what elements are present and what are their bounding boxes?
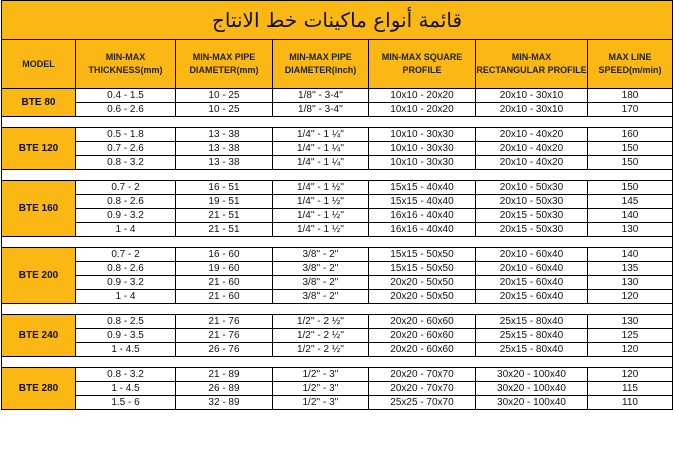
cell-pipe-diameter-inch: 1/4'' - 1 ¼'' — [273, 142, 369, 156]
cell-square-profile: 16x16 - 40x40 — [369, 223, 476, 237]
group-spacer — [2, 170, 673, 181]
table-row — [2, 315, 673, 329]
column-header-line: MIN-MAX — [105, 52, 146, 62]
cell-rectangular-profile: 20x15 - 50x30 — [476, 223, 588, 237]
cell-rectangular-profile: 20x10 - 50x30 — [476, 195, 588, 209]
table-row — [2, 142, 673, 156]
table-row — [2, 209, 673, 223]
cell-max-line-speed: 130 — [588, 315, 673, 329]
table-row — [2, 195, 673, 209]
table-row — [2, 89, 673, 103]
cell-max-line-speed: 140 — [588, 209, 673, 223]
cell-pipe-diameter-mm: 10 - 25 — [176, 103, 273, 117]
cell-pipe-diameter-inch: 3/8'' - 2'' — [273, 262, 369, 276]
cell-square-profile: 20x20 - 50x50 — [369, 276, 476, 290]
cell-square-profile: 10x10 - 30x30 — [369, 142, 476, 156]
cell-thickness: 0.9 - 3.5 — [76, 329, 176, 343]
cell-pipe-diameter-inch: 1/8'' - 3-4'' — [273, 103, 369, 117]
table-row — [2, 368, 673, 382]
cell-max-line-speed: 130 — [588, 223, 673, 237]
cell-rectangular-profile: 30x20 - 100x40 — [476, 382, 588, 396]
cell-max-line-speed: 140 — [588, 248, 673, 262]
cell-thickness: 0.7 - 2 — [76, 181, 176, 195]
column-header-line: THICKNESS(mm) — [88, 65, 163, 75]
cell-max-line-speed: 135 — [588, 262, 673, 276]
group-spacer — [2, 117, 673, 128]
cell-thickness: 0.7 - 2 — [76, 248, 176, 262]
cell-pipe-diameter-inch: 1/2'' - 2 ½'' — [273, 343, 369, 357]
table-title: قائمة أنواع ماكينات خط الانتاج — [2, 1, 673, 40]
cell-square-profile: 20x20 - 60x60 — [369, 329, 476, 343]
cell-pipe-diameter-inch: 1/2'' - 3'' — [273, 396, 369, 410]
cell-pipe-diameter-mm: 26 - 89 — [176, 382, 273, 396]
cell-thickness: 0.8 - 2.5 — [76, 315, 176, 329]
cell-square-profile: 10x10 - 20x20 — [369, 89, 476, 103]
cell-rectangular-profile: 30x20 - 100x40 — [476, 396, 588, 410]
column-header-pipe-diameter-inch — [273, 40, 369, 89]
cell-rectangular-profile: 20x10 - 40x20 — [476, 142, 588, 156]
cell-pipe-diameter-mm: 21 - 60 — [176, 276, 273, 290]
cell-rectangular-profile: 20x10 - 50x30 — [476, 181, 588, 195]
cell-thickness: 1 - 4 — [76, 223, 176, 237]
cell-thickness: 0.8 - 3.2 — [76, 368, 176, 382]
column-header-line: MODEL — [22, 58, 55, 69]
cell-max-line-speed: 120 — [588, 368, 673, 382]
cell-thickness: 0.8 - 2.6 — [76, 195, 176, 209]
cell-pipe-diameter-mm: 10 - 25 — [176, 89, 273, 103]
spacer-cell — [2, 237, 673, 248]
cell-rectangular-profile: 20x10 - 60x40 — [476, 248, 588, 262]
cell-rectangular-profile: 20x15 - 50x30 — [476, 209, 588, 223]
cell-pipe-diameter-inch: 1/2'' - 2 ½'' — [273, 315, 369, 329]
table-row — [2, 290, 673, 304]
cell-max-line-speed: 120 — [588, 290, 673, 304]
cell-square-profile: 20x20 - 50x50 — [369, 290, 476, 304]
cell-pipe-diameter-mm: 19 - 51 — [176, 195, 273, 209]
cell-thickness: 0.9 - 3.2 — [76, 209, 176, 223]
table-row — [2, 248, 673, 262]
column-header-line: MIN-MAX SQUARE — [381, 52, 463, 62]
model-cell: BTE 200 — [2, 248, 76, 304]
column-header-pipe-diameter-mm — [176, 40, 273, 89]
cell-max-line-speed: 115 — [588, 382, 673, 396]
group-spacer — [2, 357, 673, 368]
cell-thickness: 0.6 - 2.6 — [76, 103, 176, 117]
cell-square-profile: 16x16 - 40x40 — [369, 209, 476, 223]
cell-pipe-diameter-mm: 16 - 51 — [176, 181, 273, 195]
cell-rectangular-profile: 25x15 - 80x40 — [476, 329, 588, 343]
model-cell: BTE 240 — [2, 315, 76, 357]
cell-pipe-diameter-inch: 1/4'' - 1 ½'' — [273, 223, 369, 237]
column-header-line: MIN-MAX PIPE — [192, 52, 256, 62]
cell-square-profile: 25x25 - 70x70 — [369, 396, 476, 410]
cell-pipe-diameter-inch: 3/8'' - 2'' — [273, 276, 369, 290]
cell-rectangular-profile: 25x15 - 80x40 — [476, 343, 588, 357]
cell-square-profile: 15x15 - 40x40 — [369, 195, 476, 209]
column-header-thickness — [76, 40, 176, 89]
cell-pipe-diameter-mm: 21 - 60 — [176, 290, 273, 304]
cell-rectangular-profile: 20x15 - 60x40 — [476, 290, 588, 304]
cell-rectangular-profile: 20x10 - 40x20 — [476, 156, 588, 170]
cell-thickness: 1 - 4.5 — [76, 343, 176, 357]
group-spacer — [2, 237, 673, 248]
model-cell: BTE 160 — [2, 181, 76, 237]
table-row — [2, 103, 673, 117]
column-header-line: DIAMETER(inch) — [284, 65, 357, 75]
column-header-line: MIN-MAX PIPE — [289, 52, 352, 62]
cell-pipe-diameter-mm: 21 - 76 — [176, 315, 273, 329]
cell-thickness: 0.8 - 2.6 — [76, 262, 176, 276]
cell-thickness: 0.9 - 3.2 — [76, 276, 176, 290]
cell-rectangular-profile: 20x10 - 30x10 — [476, 89, 588, 103]
column-header-line: PROFILE — [402, 65, 442, 75]
table-row — [2, 223, 673, 237]
header-row — [2, 40, 673, 89]
cell-pipe-diameter-inch: 1/2'' - 3'' — [273, 382, 369, 396]
cell-thickness: 1 - 4 — [76, 290, 176, 304]
cell-pipe-diameter-mm: 13 - 38 — [176, 156, 273, 170]
table-row — [2, 156, 673, 170]
cell-max-line-speed: 170 — [588, 103, 673, 117]
cell-pipe-diameter-mm: 21 - 51 — [176, 223, 273, 237]
table-row — [2, 343, 673, 357]
cell-max-line-speed: 180 — [588, 89, 673, 103]
column-header-line: RECTANGULAR PROFILE — [476, 65, 587, 75]
cell-max-line-speed: 120 — [588, 343, 673, 357]
table-row — [2, 396, 673, 410]
cell-pipe-diameter-mm: 26 - 76 — [176, 343, 273, 357]
cell-pipe-diameter-inch: 1/2'' - 2 ½'' — [273, 329, 369, 343]
model-cell: BTE 80 — [2, 89, 76, 117]
cell-max-line-speed: 110 — [588, 396, 673, 410]
cell-max-line-speed: 160 — [588, 128, 673, 142]
cell-pipe-diameter-mm: 21 - 51 — [176, 209, 273, 223]
cell-square-profile: 20x20 - 60x60 — [369, 343, 476, 357]
cell-rectangular-profile: 25x15 - 80x40 — [476, 315, 588, 329]
group-spacer — [2, 304, 673, 315]
cell-pipe-diameter-inch: 1/8'' - 3-4'' — [273, 89, 369, 103]
column-header-rectangular-profile — [476, 40, 588, 89]
cell-max-line-speed: 150 — [588, 156, 673, 170]
cell-square-profile: 20x20 - 60x60 — [369, 315, 476, 329]
cell-thickness: 0.5 - 1.8 — [76, 128, 176, 142]
model-cell: BTE 280 — [2, 368, 76, 410]
cell-pipe-diameter-mm: 32 - 89 — [176, 396, 273, 410]
cell-thickness: 1 - 4.5 — [76, 382, 176, 396]
cell-square-profile: 20x20 - 70x70 — [369, 382, 476, 396]
cell-pipe-diameter-inch: 1/4'' - 1 ¼'' — [273, 156, 369, 170]
cell-max-line-speed: 130 — [588, 276, 673, 290]
model-cell: BTE 120 — [2, 128, 76, 170]
table-body — [2, 89, 673, 410]
cell-pipe-diameter-mm: 21 - 76 — [176, 329, 273, 343]
cell-square-profile: 10x10 - 20x20 — [369, 103, 476, 117]
cell-pipe-diameter-inch: 1/2'' - 3'' — [273, 368, 369, 382]
table-row — [2, 382, 673, 396]
cell-max-line-speed: 125 — [588, 329, 673, 343]
cell-max-line-speed: 150 — [588, 142, 673, 156]
column-header-square-profile — [369, 40, 476, 89]
cell-max-line-speed: 145 — [588, 195, 673, 209]
cell-thickness: 0.8 - 3.2 — [76, 156, 176, 170]
cell-square-profile: 10x10 - 30x30 — [369, 128, 476, 142]
cell-pipe-diameter-mm: 16 - 60 — [176, 248, 273, 262]
column-header-line: DIAMETER(mm) — [189, 65, 259, 75]
machine-spec-table — [1, 0, 673, 410]
spacer-cell — [2, 357, 673, 368]
cell-thickness: 1.5 - 6 — [76, 396, 176, 410]
table-row — [2, 276, 673, 290]
cell-square-profile: 20x20 - 70x70 — [369, 368, 476, 382]
table-row — [2, 181, 673, 195]
cell-rectangular-profile: 30x20 - 100x40 — [476, 368, 588, 382]
cell-pipe-diameter-inch: 1/4'' - 1 ½'' — [273, 195, 369, 209]
cell-pipe-diameter-inch: 1/4'' - 1 ½'' — [273, 209, 369, 223]
cell-pipe-diameter-inch: 1/4'' - 1 ½'' — [273, 181, 369, 195]
column-header-line: MAX LINE — [608, 52, 652, 62]
cell-pipe-diameter-mm: 13 - 38 — [176, 142, 273, 156]
cell-rectangular-profile: 20x10 - 30x10 — [476, 103, 588, 117]
cell-pipe-diameter-mm: 21 - 89 — [176, 368, 273, 382]
spacer-cell — [2, 304, 673, 315]
cell-thickness: 0.4 - 1.5 — [76, 89, 176, 103]
cell-square-profile: 15x15 - 50x50 — [369, 262, 476, 276]
cell-max-line-speed: 150 — [588, 181, 673, 195]
spacer-cell — [2, 170, 673, 181]
cell-pipe-diameter-inch: 1/4'' - 1 ¼'' — [273, 128, 369, 142]
table-row — [2, 329, 673, 343]
cell-pipe-diameter-inch: 3/8'' - 2'' — [273, 248, 369, 262]
cell-square-profile: 15x15 - 50x50 — [369, 248, 476, 262]
column-header-line: SPEED(m/min) — [598, 65, 662, 75]
cell-thickness: 0.7 - 2.6 — [76, 142, 176, 156]
cell-pipe-diameter-inch: 3/8'' - 2'' — [273, 290, 369, 304]
spacer-cell — [2, 117, 673, 128]
table-row — [2, 262, 673, 276]
column-header-line: MIN-MAX — [511, 52, 552, 62]
cell-rectangular-profile: 20x10 - 40x20 — [476, 128, 588, 142]
cell-pipe-diameter-mm: 13 - 38 — [176, 128, 273, 142]
cell-square-profile: 10x10 - 30x30 — [369, 156, 476, 170]
column-header-model — [2, 40, 76, 89]
column-header-max-line-speed — [588, 40, 673, 89]
cell-square-profile: 15x15 - 40x40 — [369, 181, 476, 195]
cell-rectangular-profile: 20x15 - 60x40 — [476, 276, 588, 290]
cell-rectangular-profile: 20x10 - 60x40 — [476, 262, 588, 276]
table-row — [2, 128, 673, 142]
cell-pipe-diameter-mm: 19 - 60 — [176, 262, 273, 276]
